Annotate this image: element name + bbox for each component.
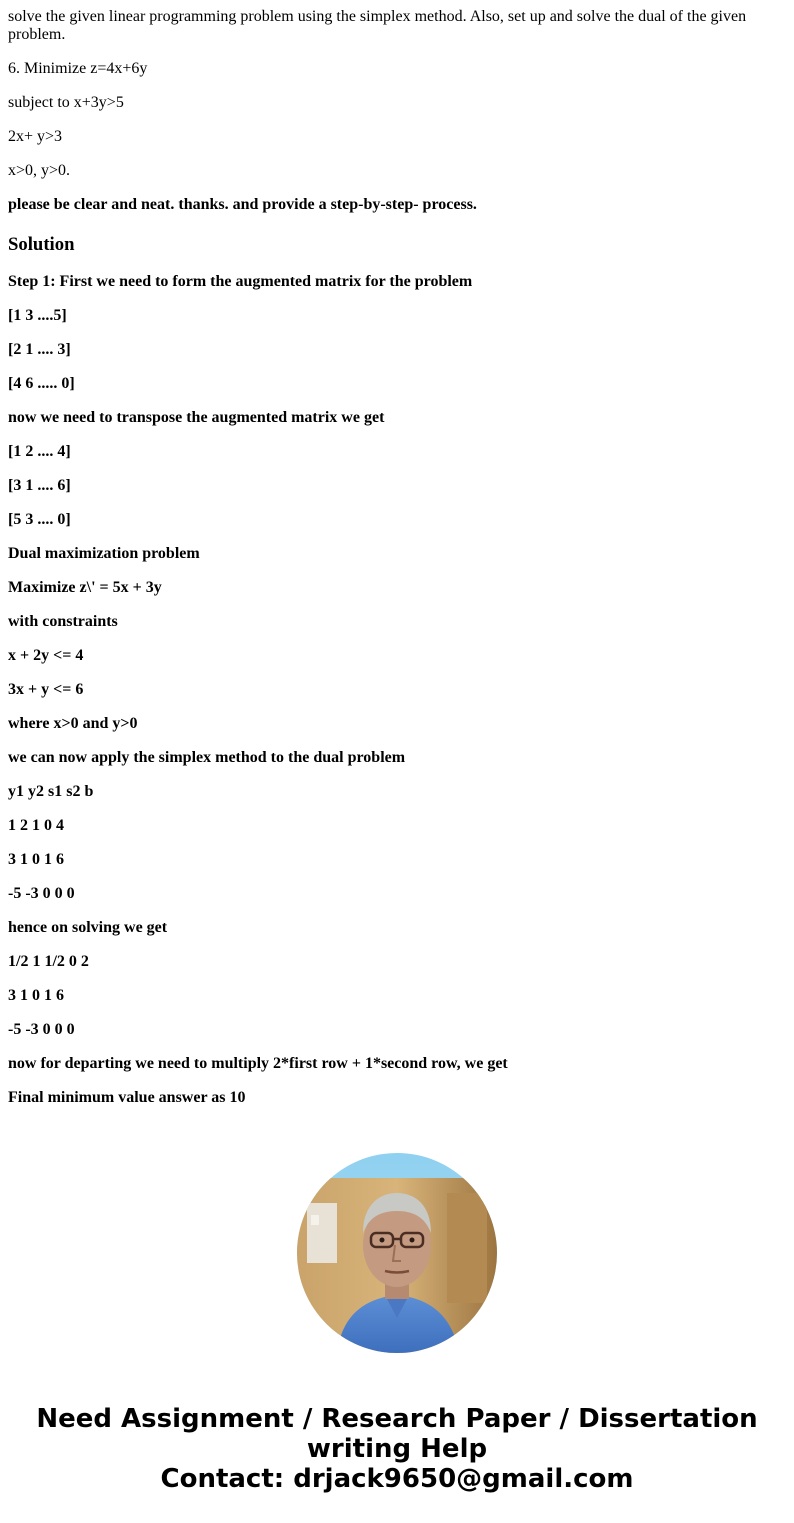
solution-line: 3 1 0 1 6 (8, 851, 64, 868)
solution-line: -5 -3 0 0 0 (8, 885, 75, 902)
document-content (8, 8, 778, 1123)
solution-line: [1 2 .... 4] (8, 443, 71, 460)
solution-line: where x>0 and y>0 (8, 715, 138, 732)
question-problem: 6. Minimize z=4x+6y (8, 60, 148, 77)
solution-line: [1 3 ....5] (8, 307, 67, 324)
solution-line: -5 -3 0 0 0 (8, 1021, 75, 1038)
solution-line: Final minimum value answer as 10 (8, 1089, 246, 1106)
solution-heading: Solution (8, 234, 75, 255)
banner-line-1: Need Assignment / Research Paper / Dissertation (36, 1404, 758, 1434)
solution-line: [3 1 .... 6] (8, 477, 71, 494)
solution-line: 3x + y <= 6 (8, 681, 84, 698)
author-portrait-image (297, 1153, 497, 1353)
solution-line: x + 2y <= 4 (8, 647, 84, 664)
contact-banner (0, 1404, 794, 1494)
solution-line: y1 y2 s1 s2 b (8, 783, 94, 800)
solution-line: now we need to transpose the augmented matrix we get (8, 409, 385, 426)
solution-line: now for departing we need to multiply 2*first row + 1*second row, we get (8, 1055, 508, 1072)
solution-line: 3 1 0 1 6 (8, 987, 64, 1004)
solution-line: 1 2 1 0 4 (8, 817, 64, 834)
solution-line: Step 1: First we need to form the augmented matrix for the problem (8, 273, 473, 290)
solution-line: 1/2 1 1/2 0 2 (8, 953, 89, 970)
banner-line-2: writing Help (306, 1434, 488, 1464)
question-intro: solve the given linear programming problem using the simplex method. Also, set up and solve the dual of the given problem. (8, 8, 747, 43)
question-nonnegativity: x>0, y>0. (8, 162, 71, 179)
solution-line: [4 6 ..... 0] (8, 375, 75, 392)
solution-line: Maximize z\' = 5x + 3y (8, 579, 162, 596)
solution-line: [2 1 .... 3] (8, 341, 71, 358)
question-request: please be clear and neat. thanks. and provide a step-by-step- process. (8, 196, 477, 213)
author-photo (297, 1153, 497, 1353)
solution-line: we can now apply the simplex method to the dual problem (8, 749, 406, 766)
solution-line: Dual maximization problem (8, 545, 200, 562)
solution-line: [5 3 .... 0] (8, 511, 71, 528)
solution-line: with constraints (8, 613, 118, 630)
banner-contact-line: Contact: drjack9650@gmail.com (160, 1464, 634, 1494)
question-constraint-2: 2x+ y>3 (8, 128, 63, 145)
solution-line: hence on solving we get (8, 919, 168, 936)
question-constraint-1: subject to x+3y>5 (8, 94, 124, 111)
